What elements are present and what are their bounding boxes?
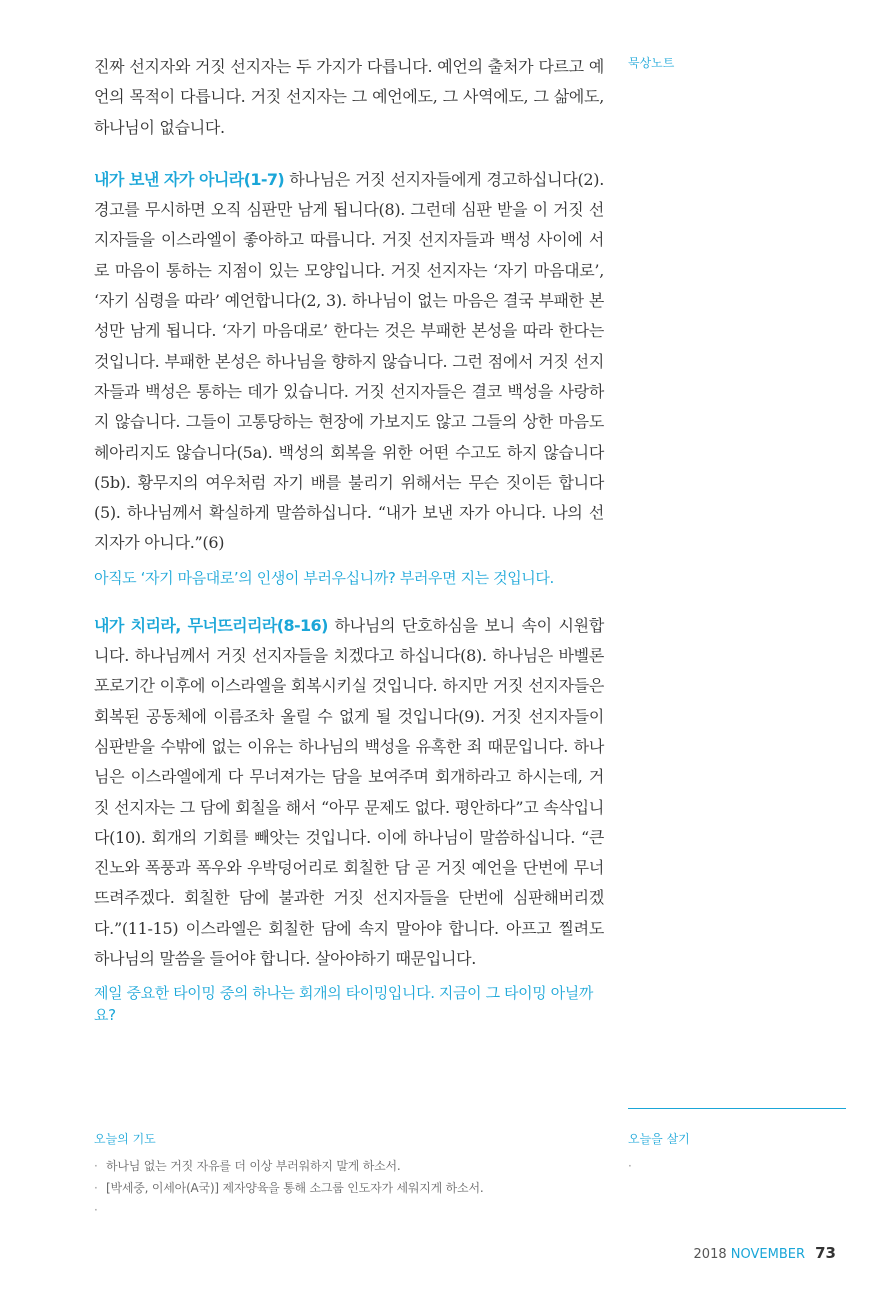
side-label-meditation-note: 묵상노트 [628,56,675,70]
section-2-question: 제일 중요한 타이밍 중의 하나는 회개의 타이밍입니다. 지금이 그 타이밍 아닐까요? [94,984,593,1025]
live-today-item: · [628,1159,632,1173]
meditation-body [94,52,604,1026]
prayer-item: · [박세중, 이세아(A국)] 제자양육을 통해 소그룹 인도자가 세워지게 하소서. [94,1181,484,1195]
side-divider [628,1108,846,1109]
section-1-question: 아직도 ‘자기 마음대로’의 인생이 부러우십니까? 부러우면 지는 것입니다. [94,568,554,587]
live-today-section [628,1130,846,1177]
section-1-heading: 내가 보낸 자가 아니라(1-7) [94,169,285,189]
footer-month: NOVEMBER [730,1247,805,1262]
section-2-body: 하나님의 단호하심을 보니 속이 시원합니다. 하나님께서 거짓 선지자들을 치겠다고 하십니다(8). 하나님은 바벨론 포로기간 이후에 이스라엘을 회복시키실 것입니다. 하지만 거짓 선지자들은 회복된 공동체에 이름조차 올릴 수 없게 될 것입니다(9). 거짓 선지자들이 심판받을 수밖에 없는 이유는 하나님의 백성을 유혹한 죄 때문입니다. 하나님은 이스라엘에게 다 무너져가는 담을 보여주며 회개하라고 하시는데, 거짓 선지자는 그 담에 회칠을 해서 “아무 문제도 없다. 평안하다”고 속삭입니다(10). 회개의 기회를 빼앗는 것입니다. 이에 하나님이 말씀하십니다. “큰 진노와 폭풍과 폭우와 우박덩어리로 회칠한 담 곧 거짓 예언을 단번에 무너뜨려주겠다. 회칠한 담에 불과한 거짓 선지자들을 단번에 심판해버리겠다.”(11-15) 이스라엘은 회칠한 담에 속지 말아야 합니다. 아프고 찔려도 하나님의 말씀을 들어야 합니다. 살아야하기 때문입니다. [94,615,604,969]
prayer-item: · [94,1203,98,1217]
section-1-paragraph [94,165,604,559]
prayer-section [94,1130,604,1221]
footer-year: 2018 [693,1247,727,1262]
section-2-heading: 내가 치리라, 무너뜨리리라(8-16) [94,615,328,635]
section-2-paragraph [94,611,604,975]
page-number: 73 [815,1244,836,1262]
page-footer [694,1244,836,1262]
prayer-item: · 하나님 없는 거짓 자유를 더 이상 부러워하지 말게 하소서. [94,1159,401,1173]
prayer-title: 오늘의 기도 [94,1132,156,1146]
live-today-title: 오늘을 살기 [628,1132,690,1146]
intro-paragraph: 진짜 선지자와 거짓 선지자는 두 가지가 다릅니다. 예언의 출처가 다르고 예언의 목적이 다릅니다. 거짓 선지자는 그 예언에도, 그 사역에도, 그 삶에도, 하나님이 없습니다. [94,57,604,137]
section-1-body: 하나님은 거짓 선지자들에게 경고하십니다(2). 경고를 무시하면 오직 심판만 남게 됩니다(8). 그런데 심판 받을 이 거짓 선지자들을 이스라엘이 좋아하고 따릅니다. 거짓 선지자들과 백성 사이에 서로 마음이 통하는 지점이 있는 모양입니다. 거짓 선지자는 ‘자기 마음대로’, ‘자기 심령을 따라’ 예언합니다(2, 3). 하나님이 없는 마음은 결국 부패한 본성만 남게 됩니다. ‘자기 마음대로’ 한다는 것은 부패한 본성을 따라 한다는 것입니다. 부패한 본성은 하나님을 향하지 않습니다. 그런 점에서 거짓 선지자들과 백성은 통하는 데가 있습니다. 거짓 선지자들은 결코 백성을 사랑하지 않습니다. 그들이 고통당하는 현장에 가보지도 않고 그들의 상한 마음도 헤아리지도 않습니다(5a). 백성의 회복을 위한 어떤 수고도 하지 않습니다(5b). 황무지의 여우처럼 자기 배를 불리기 위해서는 무슨 짓이든 합니다(5). 하나님께서 확실하게 말씀하십니다. “내가 보낸 자가 아니다. 나의 선지자가 아니다.”(6) [94,169,604,553]
